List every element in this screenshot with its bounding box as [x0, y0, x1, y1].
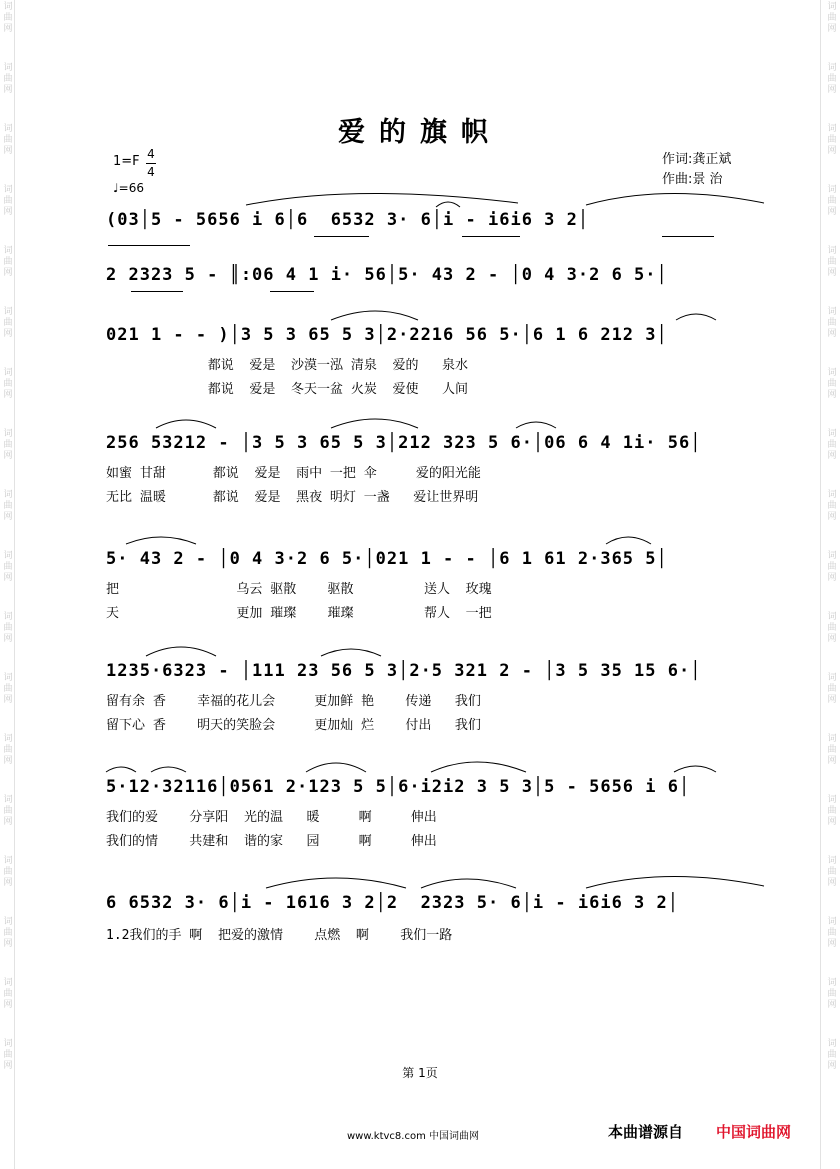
credits: [662, 150, 731, 190]
music-system: [106, 656, 764, 736]
watermark-text: 词曲网: [3, 795, 13, 827]
watermark-text: 词曲网: [827, 368, 837, 400]
music-system: [106, 428, 764, 508]
watermark-text: 词曲网: [3, 246, 13, 278]
watermark-text: 词曲网: [3, 307, 13, 339]
watermark-text: 词曲网: [827, 795, 837, 827]
watermark-text: 词曲网: [827, 307, 837, 339]
watermark-text: 词曲网: [3, 551, 13, 583]
tempo-marking: ♩=66: [113, 181, 144, 195]
lyric-line-2: 无比 温暖 都说 爱是 黑夜 明灯 一盏 爱让世界明: [106, 490, 479, 505]
lyric-line-2: 我们的情 共建和 谐的家 园 啊 伸出: [106, 834, 437, 849]
beam-line: [462, 236, 520, 237]
music-system: [106, 205, 764, 245]
watermark-column-left: [2, 0, 14, 1072]
watermark-text: 词曲网: [3, 368, 13, 400]
watermark-text: 词曲网: [827, 63, 837, 95]
watermark-text: 词曲网: [3, 185, 13, 217]
music-system: [106, 772, 764, 852]
watermark-text: 词曲网: [827, 673, 837, 705]
watermark-text: 词曲网: [3, 612, 13, 644]
music-system: [106, 544, 764, 624]
watermark-text: 词曲网: [827, 734, 837, 766]
watermark-text: 词曲网: [3, 1039, 13, 1071]
watermark-text: 词曲网: [3, 978, 13, 1010]
watermark-text: 词曲网: [827, 124, 837, 156]
lyricist-credit: 作词:龚正斌: [662, 152, 732, 167]
composer-credit: 作曲:景 治: [662, 172, 723, 187]
lyric-line-1: 留有余 香 幸福的花儿会 更加鲜 艳 传递 我们: [106, 694, 481, 709]
lyric-line-1: 我们的爱 分享阳 光的温 暖 啊 伸出: [106, 810, 437, 825]
watermark-text: 词曲网: [827, 917, 837, 949]
page-edge: [820, 0, 821, 1169]
watermark-text: 词曲网: [827, 978, 837, 1010]
lyric-line-2: 天 更加 璀璨 璀璨 帮人 一把: [106, 606, 492, 621]
key-signature: 1=F: [113, 154, 140, 169]
watermark-text: 词曲网: [827, 429, 837, 461]
page-edge: [14, 0, 15, 1169]
time-signature-top: 4: [147, 147, 155, 161]
watermark-text: 词曲网: [3, 673, 13, 705]
watermark-text: 词曲网: [3, 917, 13, 949]
notation-line: 256 53212 - │3 5 3 65 5 3│212 323 5 6·│06 6 4 1i· 56│: [106, 433, 702, 453]
watermark-text: 词曲网: [3, 734, 13, 766]
watermark-text: 词曲网: [3, 63, 13, 95]
lyric-line-1: 把 乌云 驱散 驱散 送人 玫瑰: [106, 582, 492, 597]
watermark-text: 词曲网: [3, 124, 13, 156]
beam-line: [131, 291, 183, 292]
watermark-text: 词曲网: [827, 551, 837, 583]
beam-line: [662, 236, 714, 237]
watermark-text: 词曲网: [827, 185, 837, 217]
watermark-text: 词曲网: [3, 2, 13, 34]
notation-line: 1235·6323 - │111 23 56 5 3│2·5 321 2 - │3 5 35 15 6·│: [106, 661, 702, 681]
notation-line: (03│5 - 5656 i 6│6 6532 3· 6│i - i6i6 3 2│: [106, 210, 590, 230]
watermark-text: 词曲网: [3, 490, 13, 522]
song-title: 爱的旗帜: [338, 117, 502, 148]
notation-line: 6 6532 3· 6│i - 1616 3 2│2 2323 5· 6│i - i6i6 3 2│: [106, 893, 679, 913]
footer-url-link[interactable]: www.ktvc8.com 中国词曲网: [347, 1131, 480, 1142]
watermark-text: 词曲网: [3, 856, 13, 888]
watermark-text: 词曲网: [827, 856, 837, 888]
page-number: 第 1页: [402, 1066, 438, 1080]
notation-line: 2 2323 5 - ║:06 4 1 i· 56│5· 43 2 - │0 4 3·2 6 5·│: [106, 265, 668, 285]
watermark-text: 词曲网: [827, 246, 837, 278]
music-system: [106, 260, 764, 300]
lyric-line-1: 都说 爱是 沙漠一泓 清泉 爱的 泉水: [106, 358, 469, 373]
watermark-column-right: [826, 0, 838, 1072]
time-signature-bottom: 4: [147, 165, 155, 179]
watermark-text: 词曲网: [827, 2, 837, 34]
notation-line: 5· 43 2 - │0 4 3·2 6 5·│021 1 - - │6 1 61 2·365 5│: [106, 549, 668, 569]
watermark-text: 词曲网: [827, 490, 837, 522]
lyric-line-2: 都说 爱是 冬天一盆 火炭 爱使 人间: [106, 382, 469, 397]
watermark-text: 词曲网: [827, 1039, 837, 1071]
music-system: [106, 888, 764, 948]
lyric-line-2: 留下心 香 明天的笑脸会 更加灿 烂 付出 我们: [106, 718, 481, 733]
lyric-line-1: 如蜜 甘甜 都说 爱是 雨中 一把 伞 爱的阳光能: [106, 466, 481, 481]
beam-line: [314, 236, 369, 237]
watermark-text: 词曲网: [827, 612, 837, 644]
beam-line: [270, 291, 314, 292]
lyric-line-1: 1.2我们的手 啊 把爱的激情 点燃 啊 我们一路: [106, 928, 453, 943]
time-signature: [146, 146, 156, 181]
music-system: [106, 320, 764, 400]
tie-line: [108, 245, 190, 246]
notation-line: 021 1 - - )│3 5 3 65 5 3│2·2216 56 5·│6 1 6 212 3│: [106, 325, 668, 345]
footer-source-label: 本曲谱源自: [608, 1123, 684, 1141]
footer-brand-logo: 中国词曲网: [716, 1123, 792, 1141]
watermark-text: 词曲网: [3, 429, 13, 461]
notation-line: 5·12·32116│0561 2·123 5 5│6·i2i2 3 5 3│5 - 5656 i 6│: [106, 777, 691, 797]
